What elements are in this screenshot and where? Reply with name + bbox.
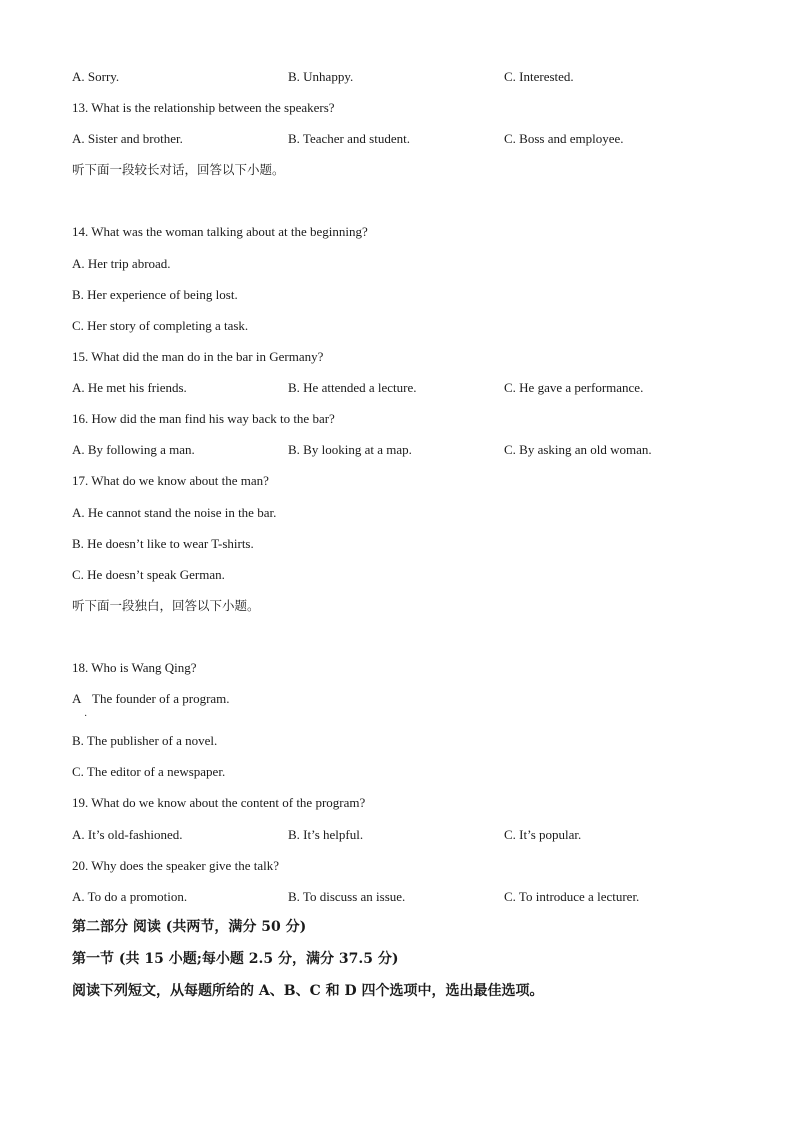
q15-question: 15. What did the man do in the bar in Germany? <box>72 349 324 364</box>
q16-option-b: B. By looking at a map. <box>288 442 412 457</box>
q14-option-c: C. Her story of completing a task. <box>72 318 249 333</box>
q20-option-a: A. To do a promotion. <box>72 889 188 904</box>
q16-option-c: C. By asking an old woman. <box>504 442 652 457</box>
section-one-title: 第一节 (共 15 小题;每小题 2.5 分，满分 37.5 分) <box>72 951 399 967</box>
q13-option-a: A. Sister and brother. <box>72 131 183 146</box>
q13-question: 13. What is the relationship between the speakers? <box>72 100 335 115</box>
q14-option-a: A. Her trip abroad. <box>72 256 171 271</box>
q19-option-a: A. It’s old-fashioned. <box>72 827 183 842</box>
q12-option-b: B. Unhappy. <box>288 69 354 84</box>
q17-option-a: A. He cannot stand the noise in the bar. <box>72 505 277 520</box>
q20-option-c: C. To introduce a lecturer. <box>504 889 640 904</box>
q13-option-c: C. Boss and employee. <box>504 131 624 146</box>
q14-option-b: B. Her experience of being lost. <box>72 287 238 302</box>
q18-option-a-text: The founder of a program. <box>92 691 230 706</box>
instruction-long-dialogue: 听下面一段较长对话，回答以下小题。 <box>72 162 285 177</box>
q17-option-b: B. He doesn’t like to wear T-shirts. <box>72 536 254 551</box>
q18-option-a-letter: A <box>72 691 82 706</box>
q18-question: 18. Who is Wang Qing? <box>72 660 197 675</box>
q19-option-c: C. It’s popular. <box>504 827 582 842</box>
q19-question: 19. What do we know about the content of the program? <box>72 795 366 810</box>
q15-option-c: C. He gave a performance. <box>504 380 644 395</box>
q17-option-c: C. He doesn’t speak German. <box>72 567 225 582</box>
q20-question: 20. Why does the speaker give the talk? <box>72 858 279 873</box>
q12-option-c: C. Interested. <box>504 69 574 84</box>
q18-option-a-mark: · <box>84 711 88 722</box>
q16-question: 16. How did the man find his way back to the bar? <box>72 411 335 426</box>
q16-option-a: A. By following a man. <box>72 442 195 457</box>
instruction-monologue: 听下面一段独白，回答以下小题。 <box>72 598 260 613</box>
q12-option-a: A. Sorry. <box>72 69 120 84</box>
part-two-title: 第二部分 阅读 (共两节，满分 50 分) <box>72 919 307 935</box>
q13-option-b: B. Teacher and student. <box>288 131 410 146</box>
q20-option-b: B. To discuss an issue. <box>288 889 406 904</box>
q15-option-a: A. He met his friends. <box>72 380 187 395</box>
q19-option-b: B. It’s helpful. <box>288 827 364 842</box>
q17-question: 17. What do we know about the man? <box>72 473 269 488</box>
q14-question: 14. What was the woman talking about at the beginning? <box>72 224 368 239</box>
reading-instruction: 阅读下列短文，从每题所给的 A、B、C 和 D 四个选项中，选出最佳选项。 <box>72 983 544 999</box>
q18-option-b: B. The publisher of a novel. <box>72 733 218 748</box>
q15-option-b: B. He attended a lecture. <box>288 380 417 395</box>
q18-option-c: C. The editor of a newspaper. <box>72 764 226 779</box>
